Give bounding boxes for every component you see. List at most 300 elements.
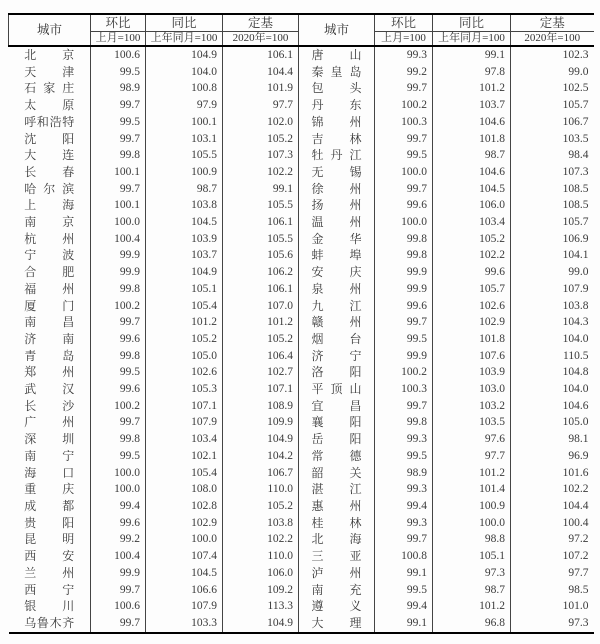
city-name-cell <box>299 398 375 415</box>
fixed-base-value: 109.9 <box>223 414 299 431</box>
city-name: 大连 <box>24 148 75 163</box>
city-name: 遵义 <box>311 599 362 614</box>
city-name-cell <box>299 548 375 565</box>
city-name-cell <box>299 582 375 599</box>
table-row <box>9 197 594 214</box>
mom-value: 99.7 <box>91 314 146 331</box>
city-name: 上海 <box>24 198 75 213</box>
city-name: 西宁 <box>24 582 75 597</box>
city-name-cell <box>299 231 375 248</box>
city-name-cell <box>299 46 375 64</box>
city-name: 赣州 <box>311 315 362 330</box>
mom-value: 99.1 <box>375 565 433 582</box>
mom-value: 98.9 <box>375 465 433 482</box>
mom-value: 100.0 <box>91 214 146 231</box>
city-name-cell <box>9 582 91 599</box>
fixed-base-value: 96.9 <box>568 449 589 462</box>
city-name: 广州 <box>24 415 75 430</box>
mom-value: 100.0 <box>375 214 433 231</box>
subheader-fixed-base-left: 2020年=100 <box>223 32 299 47</box>
header-mom-right: 环比 <box>375 14 433 32</box>
city-name: 长沙 <box>24 398 75 413</box>
city-name: 南昌 <box>24 315 75 330</box>
city-name: 济宁 <box>311 348 362 363</box>
city-name-cell <box>9 515 91 532</box>
yoy-value: 97.7 <box>433 448 511 465</box>
city-name: 昆明 <box>24 532 75 547</box>
fixed-base-value: 108.5 <box>562 199 589 212</box>
city-name-cell <box>9 181 91 198</box>
fixed-base-value: 104.9 <box>223 615 299 633</box>
city-name: 大理 <box>311 615 362 630</box>
mom-value: 99.7 <box>91 615 146 633</box>
fixed-base-value: 104.8 <box>562 366 589 379</box>
fixed-base-value: 106.7 <box>562 115 589 128</box>
city-name: 徐州 <box>311 181 362 196</box>
city-name-cell <box>9 114 91 131</box>
fixed-base-value: 99.0 <box>568 65 589 78</box>
fixed-base-value: 101.0 <box>562 600 589 613</box>
fixed-base-value: 102.0 <box>223 114 299 131</box>
city-name-cell <box>299 615 375 633</box>
yoy-value: 100.1 <box>146 114 223 131</box>
city-name: 牡丹江 <box>311 148 362 163</box>
city-name: 扬州 <box>311 198 362 213</box>
mom-value: 100.4 <box>91 548 146 565</box>
fixed-base-value: 104.2 <box>223 448 299 465</box>
city-name: 九江 <box>311 298 362 313</box>
header-fixed-base-right: 定基 <box>511 14 594 32</box>
table-row <box>9 314 594 331</box>
city-name-cell <box>299 197 375 214</box>
city-name: 南京 <box>24 215 75 230</box>
yoy-value: 105.2 <box>146 331 223 348</box>
fixed-base-value: 98.5 <box>568 583 589 596</box>
table-row <box>9 164 594 181</box>
city-name-cell <box>9 548 91 565</box>
fixed-base-value: 107.2 <box>562 550 589 563</box>
mom-value: 99.9 <box>91 565 146 582</box>
city-name: 丹东 <box>311 98 362 113</box>
fixed-base-value: 105.2 <box>223 498 299 515</box>
yoy-value: 104.5 <box>146 214 223 231</box>
fixed-base-value: 97.7 <box>223 97 299 114</box>
city-name-cell <box>299 281 375 298</box>
mom-value: 99.4 <box>375 598 433 615</box>
mom-value: 99.8 <box>91 147 146 164</box>
mom-value: 99.9 <box>91 247 146 264</box>
yoy-value: 107.4 <box>146 548 223 565</box>
subheader-yoy-left: 上年同月=100 <box>146 32 223 47</box>
city-name: 成都 <box>24 498 75 513</box>
city-name-cell <box>9 465 91 482</box>
city-name-cell <box>299 381 375 398</box>
mom-value: 99.8 <box>91 281 146 298</box>
fixed-base-value: 109.2 <box>223 582 299 599</box>
mom-value: 99.9 <box>375 281 433 298</box>
fixed-base-value: 107.1 <box>223 381 299 398</box>
yoy-value: 103.9 <box>433 364 511 381</box>
city-name: 海口 <box>24 465 75 480</box>
mom-value: 100.3 <box>375 114 433 131</box>
mom-value: 99.3 <box>375 431 433 448</box>
yoy-value: 99.1 <box>433 46 511 64</box>
subheader-mom-right: 上月=100 <box>375 32 433 47</box>
fixed-base-value: 107.3 <box>223 147 299 164</box>
city-name: 重庆 <box>24 482 75 497</box>
fixed-base-value: 103.8 <box>562 299 589 312</box>
yoy-value: 98.8 <box>433 531 511 548</box>
yoy-value: 103.7 <box>146 247 223 264</box>
mom-value: 99.7 <box>91 97 146 114</box>
mom-value: 99.4 <box>91 498 146 515</box>
mom-value: 100.6 <box>91 598 146 615</box>
yoy-value: 101.2 <box>146 314 223 331</box>
fixed-base-value: 97.2 <box>568 533 589 546</box>
city-name-cell <box>9 531 91 548</box>
mom-value: 100.2 <box>91 298 146 315</box>
yoy-value: 106.6 <box>146 582 223 599</box>
table-row <box>9 114 594 131</box>
city-name-cell <box>9 247 91 264</box>
city-name: 北海 <box>311 532 362 547</box>
city-name: 惠州 <box>311 498 362 513</box>
table-row <box>9 364 594 381</box>
city-name-cell <box>9 231 91 248</box>
yoy-value: 107.1 <box>146 398 223 415</box>
city-name: 南充 <box>311 582 362 597</box>
fixed-base-value: 98.4 <box>568 149 589 162</box>
yoy-value: 105.7 <box>433 281 511 298</box>
mom-value: 99.8 <box>91 348 146 365</box>
yoy-value: 101.2 <box>433 80 511 97</box>
yoy-value: 102.6 <box>146 364 223 381</box>
city-name: 兰州 <box>24 565 75 580</box>
yoy-value: 103.7 <box>433 97 511 114</box>
city-name-cell <box>9 331 91 348</box>
table-row <box>9 247 594 264</box>
city-name-cell <box>299 598 375 615</box>
city-name: 包头 <box>311 81 362 96</box>
city-name-cell <box>9 481 91 498</box>
city-name-cell <box>9 431 91 448</box>
yoy-value: 105.1 <box>433 548 511 565</box>
yoy-value: 103.3 <box>146 615 223 633</box>
table-row <box>9 615 594 633</box>
fixed-base-value: 105.7 <box>562 216 589 229</box>
yoy-value: 102.2 <box>433 247 511 264</box>
table-row <box>9 281 594 298</box>
city-name-cell <box>9 314 91 331</box>
mom-value: 99.7 <box>91 131 146 148</box>
city-name: 哈尔滨 <box>24 181 75 196</box>
yoy-value: 97.9 <box>146 97 223 114</box>
yoy-value: 101.8 <box>433 331 511 348</box>
fixed-base-value: 97.3 <box>568 616 589 629</box>
city-name: 温州 <box>311 215 362 230</box>
yoy-value: 100.9 <box>433 498 511 515</box>
mom-value: 99.9 <box>375 348 433 365</box>
fixed-base-value: 98.1 <box>568 433 589 446</box>
city-name: 烟台 <box>311 331 362 346</box>
fixed-base-value: 107.9 <box>562 282 589 295</box>
city-name: 乌鲁木齐 <box>24 615 75 630</box>
table-header <box>9 14 594 46</box>
subheader-yoy-right: 上年同月=100 <box>433 32 511 47</box>
fixed-base-value: 110.0 <box>223 481 299 498</box>
city-name: 宜昌 <box>311 398 362 413</box>
city-name-cell <box>299 448 375 465</box>
fixed-base-value: 102.3 <box>562 49 589 61</box>
fixed-base-value: 101.2 <box>223 314 299 331</box>
mom-value: 99.7 <box>375 181 433 198</box>
mom-value: 99.6 <box>375 298 433 315</box>
city-name-cell <box>299 97 375 114</box>
city-name-cell <box>9 164 91 181</box>
yoy-value: 96.8 <box>433 615 511 633</box>
city-name: 泸州 <box>311 565 362 580</box>
mom-value: 99.7 <box>375 80 433 97</box>
city-name: 石家庄 <box>24 81 75 96</box>
city-name: 厦门 <box>24 298 75 313</box>
city-name-cell <box>9 46 91 64</box>
yoy-value: 105.5 <box>146 147 223 164</box>
city-name-cell <box>299 531 375 548</box>
mom-value: 100.6 <box>91 46 146 64</box>
fixed-base-value: 104.0 <box>562 332 589 345</box>
city-name: 西安 <box>24 549 75 564</box>
fixed-base-value: 99.1 <box>223 181 299 198</box>
yoy-value: 104.6 <box>433 114 511 131</box>
city-name-cell <box>9 214 91 231</box>
yoy-value: 104.6 <box>433 164 511 181</box>
mom-value: 99.4 <box>375 498 433 515</box>
yoy-value: 103.5 <box>433 414 511 431</box>
city-name-cell <box>9 615 91 633</box>
city-name: 福州 <box>24 281 75 296</box>
mom-value: 99.7 <box>375 314 433 331</box>
city-name: 襄阳 <box>311 415 362 430</box>
city-name: 韶关 <box>311 465 362 480</box>
city-name-cell <box>9 298 91 315</box>
mom-value: 100.3 <box>375 381 433 398</box>
city-name: 桂林 <box>311 515 362 530</box>
fixed-base-value: 106.1 <box>223 281 299 298</box>
fixed-base-value: 106.0 <box>223 565 299 582</box>
yoy-value: 100.8 <box>146 80 223 97</box>
mom-value: 99.5 <box>375 582 433 599</box>
mom-value: 100.4 <box>91 231 146 248</box>
city-name: 泉州 <box>311 281 362 296</box>
fixed-base-value: 103.8 <box>223 515 299 532</box>
city-name-cell <box>299 348 375 365</box>
table-row <box>9 381 594 398</box>
fixed-base-value: 106.7 <box>223 465 299 482</box>
table-row <box>9 531 594 548</box>
yoy-value: 108.0 <box>146 481 223 498</box>
header-yoy-left: 同比 <box>146 14 223 32</box>
city-name-cell <box>9 264 91 281</box>
table-row <box>9 331 594 348</box>
yoy-value: 105.0 <box>146 348 223 365</box>
city-name: 宁波 <box>24 248 75 263</box>
table-body <box>9 46 594 633</box>
city-name: 锦州 <box>311 114 362 129</box>
city-name-cell <box>9 381 91 398</box>
price-index-table <box>8 13 594 634</box>
city-name-cell <box>9 565 91 582</box>
mom-value: 99.7 <box>375 531 433 548</box>
fixed-base-value: 107.0 <box>223 298 299 315</box>
city-name-cell <box>299 64 375 81</box>
table-row <box>9 64 594 81</box>
yoy-value: 99.6 <box>433 264 511 281</box>
mom-value: 99.2 <box>375 64 433 81</box>
mom-value: 100.8 <box>375 548 433 565</box>
mom-value: 99.8 <box>375 231 433 248</box>
table-row <box>9 481 594 498</box>
fixed-base-value: 105.5 <box>223 197 299 214</box>
city-name-cell <box>299 298 375 315</box>
mom-value: 99.5 <box>91 448 146 465</box>
mom-value: 99.7 <box>375 398 433 415</box>
fixed-base-value: 99.0 <box>568 266 589 279</box>
fixed-base-value: 97.7 <box>568 566 589 579</box>
city-name-cell <box>9 598 91 615</box>
mom-value: 99.8 <box>375 414 433 431</box>
mom-value: 99.7 <box>91 582 146 599</box>
mom-value: 99.5 <box>91 364 146 381</box>
city-name: 银川 <box>24 599 75 614</box>
fixed-base-value: 100.4 <box>562 516 589 529</box>
fixed-base-value: 105.2 <box>223 131 299 148</box>
mom-value: 99.7 <box>375 131 433 148</box>
mom-value: 99.1 <box>375 615 433 633</box>
fixed-base-value: 106.1 <box>223 214 299 231</box>
city-name: 太原 <box>24 98 75 113</box>
table-row <box>9 214 594 231</box>
city-name-cell <box>9 64 91 81</box>
table-row <box>9 181 594 198</box>
city-name: 安庆 <box>311 265 362 280</box>
yoy-value: 101.2 <box>433 465 511 482</box>
mom-value: 98.9 <box>91 80 146 97</box>
fixed-base-value: 105.5 <box>223 231 299 248</box>
city-name: 长春 <box>24 164 75 179</box>
fixed-base-value: 105.0 <box>562 416 589 429</box>
city-name-cell <box>299 331 375 348</box>
city-name: 无锡 <box>311 164 362 179</box>
mom-value: 99.5 <box>375 147 433 164</box>
yoy-value: 104.5 <box>433 181 511 198</box>
city-name-cell <box>9 97 91 114</box>
city-name-cell <box>299 147 375 164</box>
city-name: 金华 <box>311 231 362 246</box>
yoy-value: 100.0 <box>433 515 511 532</box>
mom-value: 99.6 <box>91 381 146 398</box>
yoy-value: 97.6 <box>433 431 511 448</box>
fixed-base-value: 104.4 <box>562 499 589 512</box>
fixed-base-value: 102.7 <box>223 364 299 381</box>
fixed-base-value: 103.5 <box>562 132 589 145</box>
header-mom-left: 环比 <box>91 14 146 32</box>
yoy-value: 105.4 <box>146 298 223 315</box>
fixed-base-value: 104.9 <box>223 431 299 448</box>
table-row <box>9 46 594 64</box>
yoy-value: 97.3 <box>433 565 511 582</box>
mom-value: 99.6 <box>375 197 433 214</box>
city-name: 常德 <box>311 448 362 463</box>
mom-value: 99.5 <box>375 448 433 465</box>
fixed-base-value: 110.5 <box>563 349 589 362</box>
fixed-base-value: 106.1 <box>223 46 299 64</box>
fixed-base-value: 104.0 <box>562 383 589 396</box>
city-name: 洛阳 <box>311 365 362 380</box>
city-name-cell <box>299 414 375 431</box>
yoy-value: 104.9 <box>146 46 223 64</box>
city-name: 三亚 <box>311 549 362 564</box>
city-name: 呼和浩特 <box>24 114 75 129</box>
city-name-cell <box>299 465 375 482</box>
city-name-cell <box>299 481 375 498</box>
table-row <box>9 414 594 431</box>
mom-value: 100.0 <box>91 481 146 498</box>
header-yoy-right: 同比 <box>433 14 511 32</box>
fixed-base-value: 101.9 <box>223 80 299 97</box>
fixed-base-value: 106.4 <box>223 348 299 365</box>
yoy-value: 104.5 <box>146 565 223 582</box>
yoy-value: 103.0 <box>433 381 511 398</box>
table-row <box>9 398 594 415</box>
fixed-base-value: 102.2 <box>562 483 589 496</box>
city-name: 岳阳 <box>311 432 362 447</box>
table-row <box>9 515 594 532</box>
yoy-value: 97.8 <box>433 64 511 81</box>
city-name-cell <box>299 264 375 281</box>
table-row <box>9 80 594 97</box>
yoy-value: 103.4 <box>433 214 511 231</box>
mom-value: 100.0 <box>91 465 146 482</box>
city-name: 秦皇岛 <box>311 64 362 79</box>
table-row <box>9 565 594 582</box>
table-row <box>9 448 594 465</box>
city-name-cell <box>9 131 91 148</box>
mom-value: 99.8 <box>91 431 146 448</box>
city-name: 唐山 <box>311 48 362 62</box>
mom-value: 100.2 <box>91 398 146 415</box>
table-row <box>9 431 594 448</box>
yoy-value: 101.4 <box>433 481 511 498</box>
fixed-base-value: 106.9 <box>562 232 589 245</box>
city-name-cell <box>9 448 91 465</box>
yoy-value: 101.2 <box>433 598 511 615</box>
city-name-cell <box>9 414 91 431</box>
city-name: 郑州 <box>24 365 75 380</box>
table-row <box>9 465 594 482</box>
fixed-base-value: 106.2 <box>223 264 299 281</box>
city-name: 天津 <box>24 64 75 79</box>
city-name-cell <box>9 197 91 214</box>
city-name-cell <box>9 364 91 381</box>
city-name-cell <box>299 515 375 532</box>
city-name-cell <box>9 498 91 515</box>
yoy-value: 104.9 <box>146 264 223 281</box>
mom-value: 99.6 <box>91 331 146 348</box>
city-name: 杭州 <box>24 231 75 246</box>
city-name-cell <box>299 247 375 264</box>
table-row <box>9 548 594 565</box>
city-name: 吉林 <box>311 131 362 146</box>
